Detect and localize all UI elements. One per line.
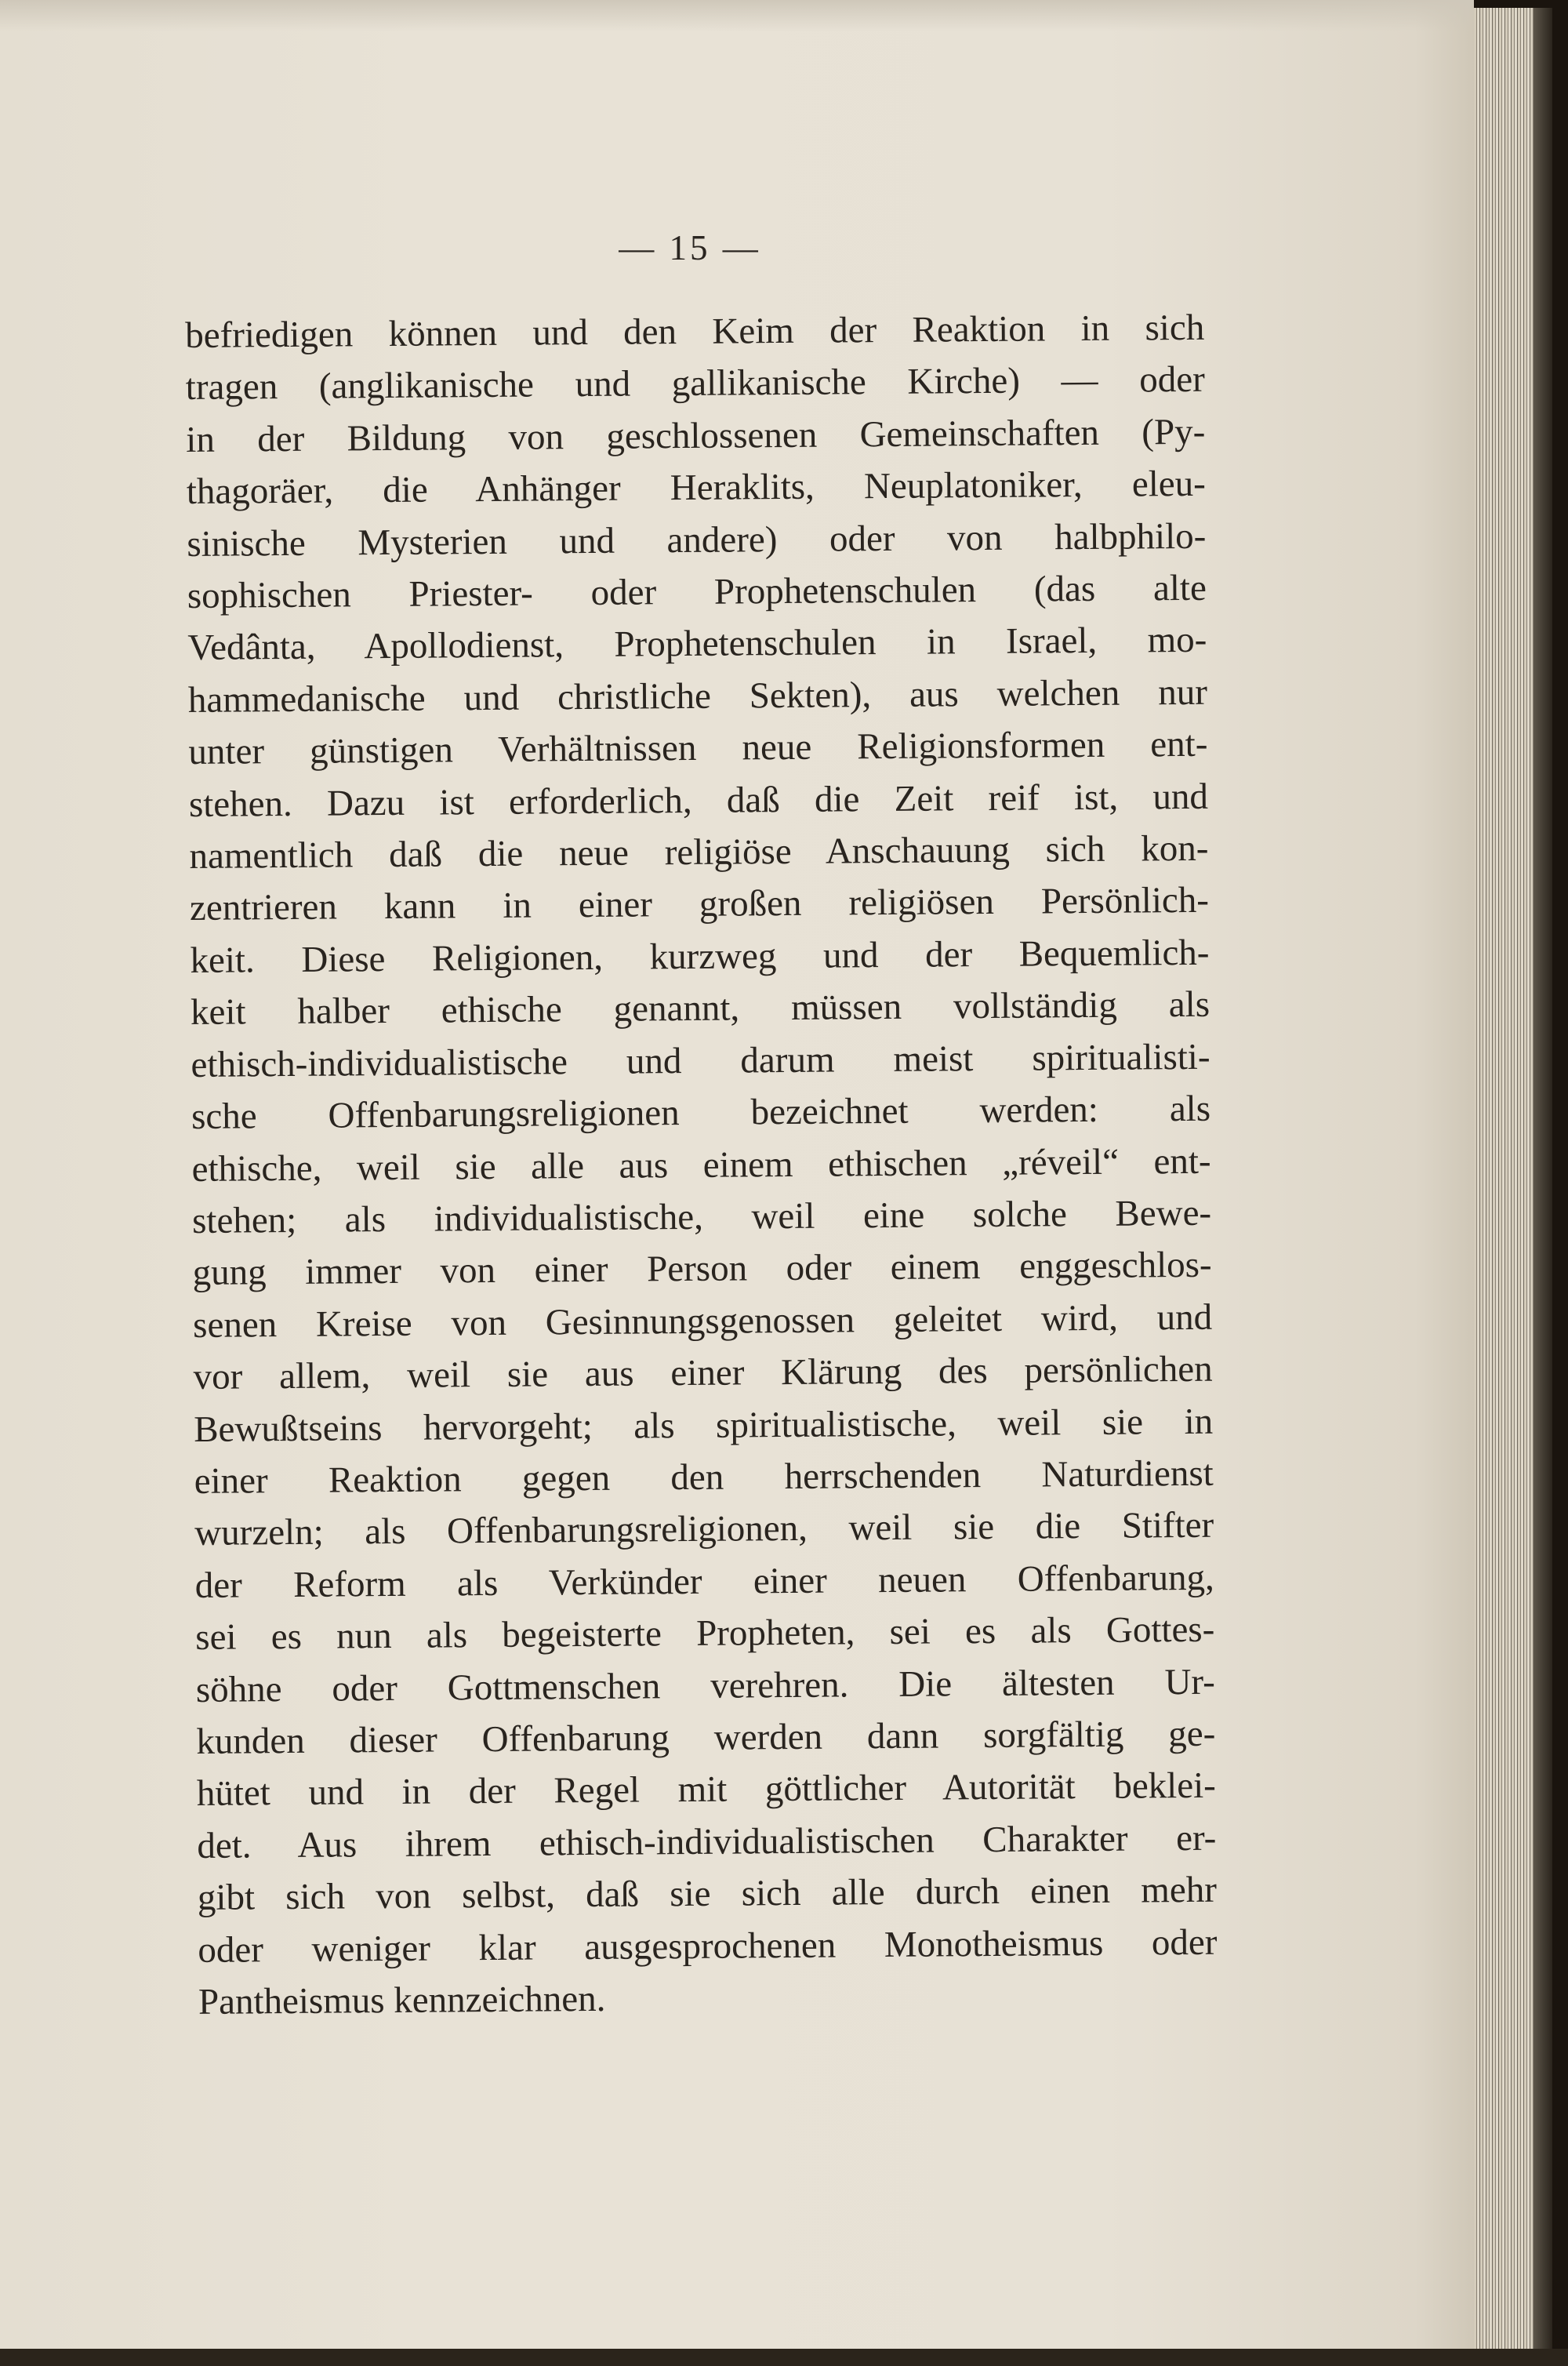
- text-line: gung immer von einer Person oder einem enggeschlos-: [192, 1245, 1212, 1294]
- text-line: gibt sich von selbst, daß sie sich alle durch einen mehr: [197, 1869, 1218, 1919]
- text-line: hütet und in der Regel mit göttlicher Autorität beklei-: [196, 1765, 1217, 1815]
- text-line: namentlich daß die neue religiöse Anschauung sich kon-: [189, 827, 1209, 878]
- text-line: sei es nun als begeisterte Propheten, sei es als Gottes-: [195, 1608, 1215, 1659]
- text-line: in der Bildung von geschlossenen Gemeinschaften (Py-: [186, 411, 1206, 460]
- text-line: ethische, weil sie alle aus einem ethischen „réveil“ ent-: [191, 1140, 1211, 1190]
- text-line: söhne oder Gottmenschen verehren. Die ältesten Ur-: [195, 1661, 1215, 1710]
- text-line: keit halber ethische genannt, müssen vollständig als: [190, 984, 1210, 1034]
- text-line: einer Reaktion gegen den herrschenden Naturdienst: [194, 1452, 1214, 1502]
- text-line: keit. Diese Religionen, kurzweg und der Bequemlich-: [190, 932, 1210, 981]
- bottom-shadow: [0, 2349, 1568, 2366]
- text-line: senen Kreise von Gesinnungsgenossen geleitet wird, und: [192, 1296, 1213, 1346]
- text-line: det. Aus ihrem ethisch-individualistischen Charakter er-: [197, 1817, 1217, 1866]
- page-edges: [1474, 8, 1552, 2357]
- text-line: kunden dieser Offenbarung werden dann sorgfältig ge-: [196, 1713, 1216, 1762]
- text-line: thagoräer, die Anhänger Heraklits, Neuplatoniker, eleu-: [186, 463, 1206, 513]
- text-line: zentrieren kann in einer großen religiösen Persönlich-: [189, 880, 1210, 929]
- text-line: vor allem, weil sie aus einer Klärung des persönlichen: [193, 1348, 1213, 1398]
- text-line: ethisch-individualistische und darum meist spiritualisti-: [191, 1036, 1210, 1085]
- text-line: hammedanische und christliche Sekten), aus welchen nur: [187, 671, 1208, 721]
- text-line: stehen. Dazu ist erforderlich, daß die Zeit reif ist, und: [188, 776, 1209, 825]
- body-paragraph: [185, 302, 1218, 2029]
- text-line: Bewußtseins hervorgeht; als spiritualistische, weil sie in: [194, 1401, 1214, 1450]
- text-line: tragen (anglikanische und gallikanische Kirche) — oder: [185, 359, 1205, 409]
- text-line: der Reform als Verkünder einer neuen Offenbarung,: [194, 1557, 1214, 1606]
- text-line: sinische Mysterien und andere) oder von halbphilo-: [187, 515, 1207, 565]
- text-line: oder weniger klar ausgesprochenen Monotheismus oder: [198, 1921, 1218, 1971]
- text-line: sophischen Priester- oder Prophetenschulen (das alte: [187, 567, 1207, 617]
- text-line: Vedânta, Apollodienst, Prophetenschulen in Israel, mo-: [187, 620, 1207, 669]
- text-line: wurzeln; als Offenbarungsreligionen, weil sie die Stifter: [194, 1505, 1214, 1554]
- text-line: Pantheismus kennzeichnen.: [198, 1978, 606, 2023]
- text-line: unter günstigen Verhältnissen neue Religionsformen ent-: [188, 724, 1208, 773]
- text-line: stehen; als individualistische, weil eine solche Bewe-: [191, 1192, 1212, 1241]
- page-number: — 15 —: [619, 228, 761, 267]
- text-line: befriedigen können und den Keim der Reaktion in sich: [185, 307, 1205, 356]
- text-line: sche Offenbarungsreligionen bezeichnet werden: als: [191, 1088, 1211, 1138]
